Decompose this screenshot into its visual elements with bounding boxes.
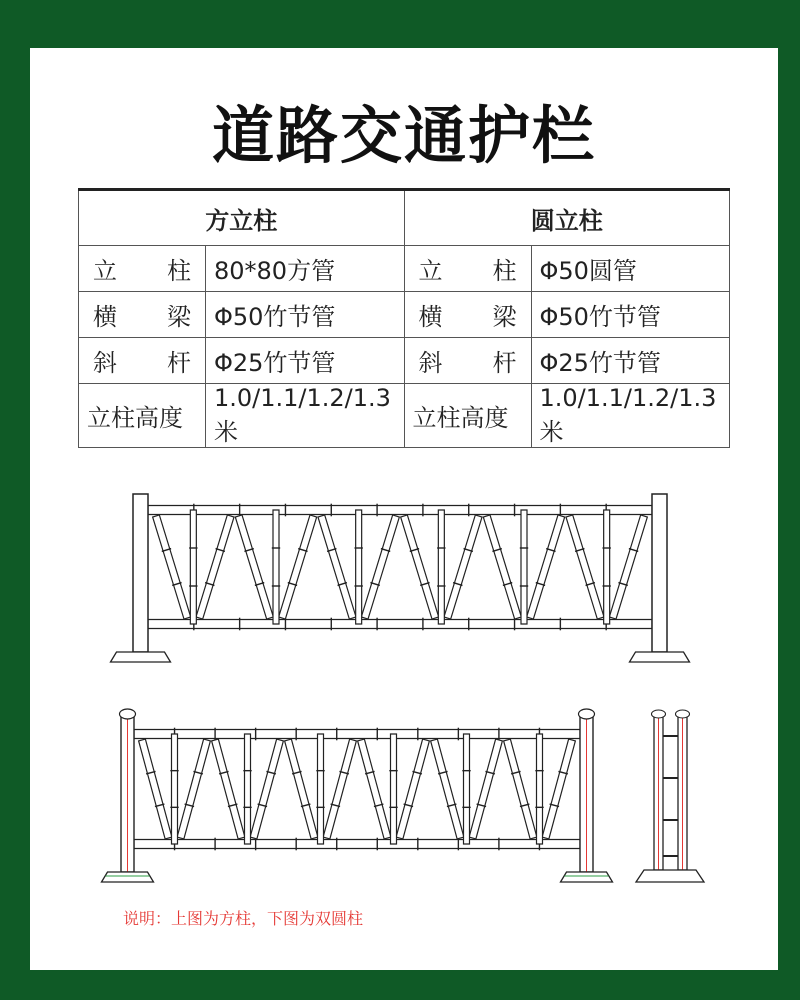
diagonal-bar: [542, 739, 575, 839]
post-cap: [652, 710, 666, 718]
railing-drawings: [30, 48, 778, 970]
row-value-left: Φ50竹节管: [206, 292, 405, 338]
diagonal-bar: [527, 515, 565, 619]
vertical-bar: [172, 734, 178, 844]
label-char: 梁: [167, 303, 191, 331]
diagonal-bar: [361, 515, 399, 619]
vertical-bar: [521, 510, 527, 624]
diagonal-bar: [444, 515, 482, 619]
label-char: 横: [418, 303, 443, 331]
post-base: [630, 652, 690, 662]
vertical-bar: [604, 510, 610, 624]
vertical-bar: [245, 734, 251, 844]
label-char: 立: [93, 257, 117, 285]
diagonal-bar: [323, 739, 356, 839]
row-label-left: 立柱高度: [79, 384, 206, 448]
top-rail: [148, 506, 652, 515]
side-view-drawing: [636, 710, 704, 882]
row-value-right: 1.0/1.1/1.2/1.3米: [531, 384, 730, 448]
row-value-left: 80*80方管: [206, 246, 405, 292]
bottom-rail: [134, 840, 580, 849]
row-label-right: 立柱高度: [404, 384, 531, 448]
diagonal-bar: [358, 739, 391, 839]
label-char: 柱: [167, 257, 191, 285]
bottom-rail: [148, 620, 652, 629]
post-base: [102, 872, 154, 882]
diagonal-bar: [483, 515, 521, 619]
caption-note: 说明：上图为方柱，下图为双圆柱: [123, 909, 364, 928]
diagonal-bar: [285, 739, 318, 839]
double-round-post-railing-drawing: [102, 709, 613, 882]
diagonal-bar: [279, 515, 317, 619]
post-cap: [579, 709, 595, 719]
label-char: 斜: [418, 349, 443, 377]
diagonal-bar: [609, 515, 647, 619]
header-square-post: 方立柱: [79, 190, 405, 246]
square-post-railing-drawing: [111, 494, 690, 662]
label-char: 斜: [93, 349, 117, 377]
diagonal-bar: [196, 515, 234, 619]
vertical-bar: [273, 510, 279, 624]
label-char: 横: [93, 303, 117, 331]
vertical-bar: [438, 510, 444, 624]
side-base: [636, 870, 704, 882]
row-value-right: Φ50竹节管: [531, 292, 730, 338]
page-title: 道路交通护栏: [211, 99, 596, 172]
label-char: 立: [418, 257, 443, 285]
row-value-left: 1.0/1.1/1.2/1.3米: [206, 384, 405, 448]
post-base: [111, 652, 171, 662]
vertical-bar: [464, 734, 470, 844]
row-value-right: Φ25竹节管: [531, 338, 730, 384]
header-round-post: 圆立柱: [404, 190, 730, 246]
vertical-bar: [537, 734, 543, 844]
square-post: [133, 494, 148, 652]
diagonal-bar: [139, 739, 172, 839]
label-char: 杆: [492, 349, 517, 377]
diagonal-bar: [235, 515, 273, 619]
row-value-right: Φ50圆管: [531, 246, 730, 292]
diagonal-bar: [153, 515, 191, 619]
square-post: [652, 494, 667, 652]
post-base: [561, 872, 613, 882]
diagonal-bar: [212, 739, 245, 839]
diagonal-bar: [318, 515, 356, 619]
content-card: [30, 48, 778, 970]
vertical-bar: [356, 510, 362, 624]
vertical-bar: [318, 734, 324, 844]
label-char: 梁: [492, 303, 517, 331]
post-cap: [120, 709, 136, 719]
vertical-bar: [190, 510, 196, 624]
diagonal-bar: [250, 739, 283, 839]
diagonal-bar: [566, 515, 604, 619]
label-char: 柱: [492, 257, 517, 285]
diagonal-bar: [177, 739, 210, 839]
row-value-left: Φ25竹节管: [206, 338, 405, 384]
diagonal-bar: [431, 739, 464, 839]
diagonal-bar: [401, 515, 439, 619]
label-char: 杆: [167, 349, 191, 377]
diagonal-bar: [504, 739, 537, 839]
diagonal-bar: [469, 739, 502, 839]
vertical-bar: [391, 734, 397, 844]
post-cap: [676, 710, 690, 718]
diagonal-bar: [396, 739, 429, 839]
top-rail: [134, 730, 580, 739]
